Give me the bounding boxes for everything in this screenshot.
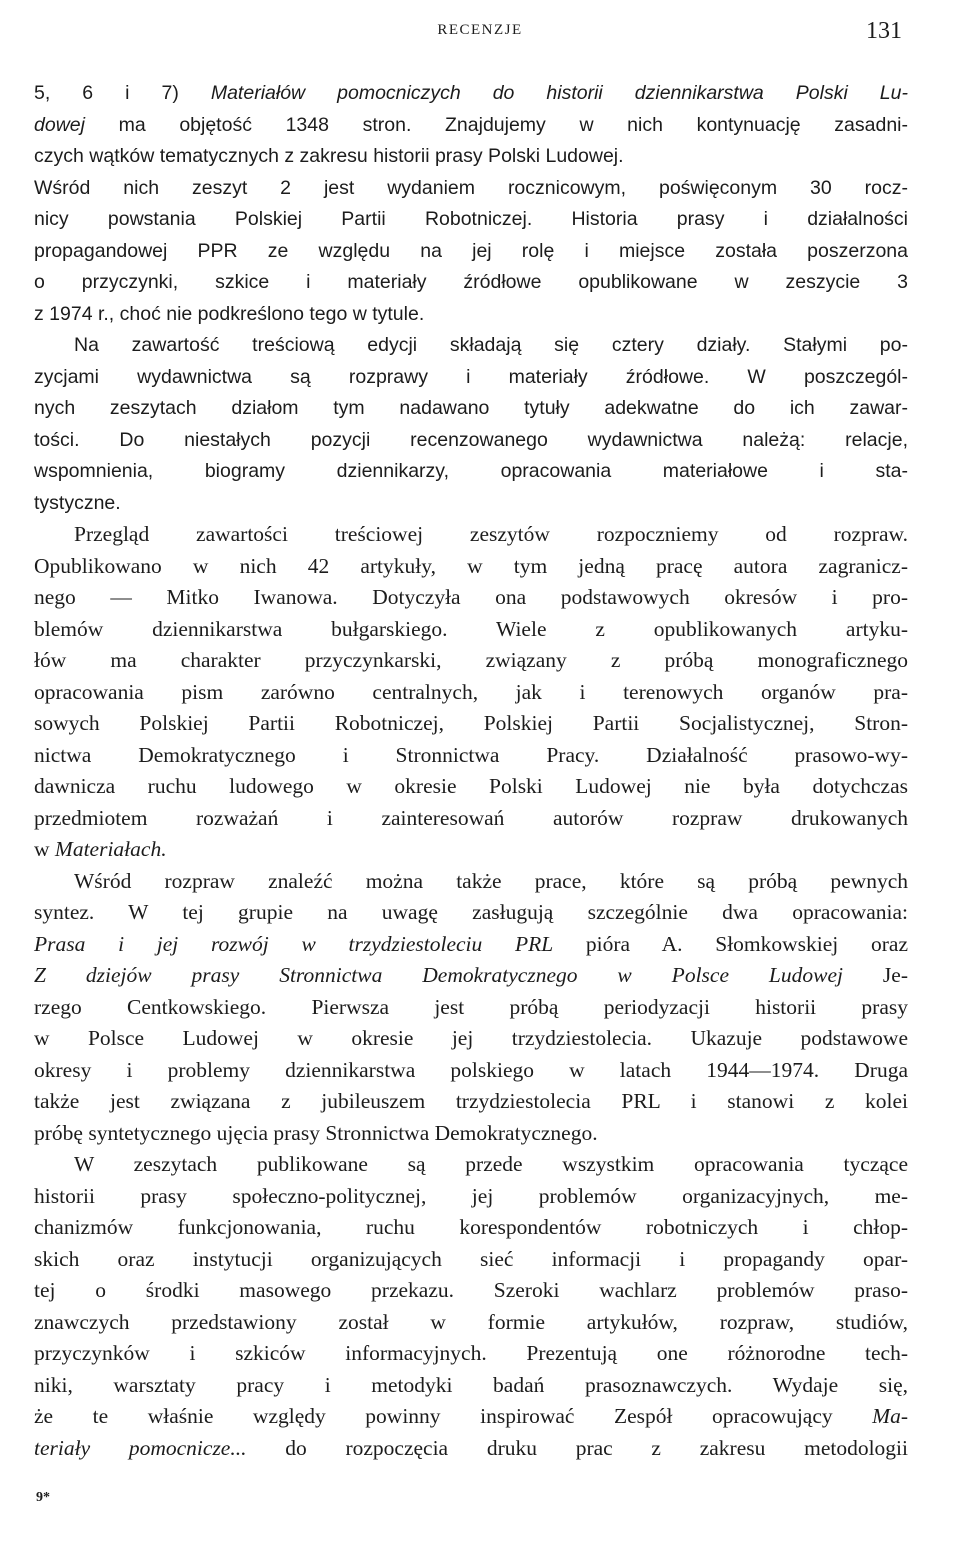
text-segment: próbę syntetycznego ujęcia prasy Stronnictwa Demokratycznego. [34, 1120, 598, 1145]
text-segment: wspomnienia, biogramy dziennikarzy, opracowania materiałowe i sta- [34, 460, 908, 482]
text-line [34, 78, 908, 110]
text-line [34, 1433, 908, 1465]
text-line [34, 173, 908, 205]
text-segment: do rozpoczęcia druku prac z zakresu metodologii [246, 1435, 908, 1460]
text-line [34, 236, 908, 268]
text-line [34, 708, 908, 740]
text-line [34, 1118, 908, 1150]
text-segment: o przyczynki, szkice i materiały źródłowe opublikowane w zeszycie 3 [34, 271, 908, 293]
text-segment: znawczych przedstawiony został w formie artykułów, rozpraw, studiów, [34, 1309, 908, 1334]
text-segment: w [34, 837, 55, 861]
text-segment: W zeszytach publikowane są przede wszystkim opracowania tyczące [74, 1152, 908, 1176]
text-line [34, 488, 908, 520]
text-segment: zycjami wydawnictwa są rozprawy i materiały źródłowe. W poszczegól- [34, 365, 908, 388]
text-segment: historii prasy społeczno-politycznej, jej problemów organizacyjnych, me- [34, 1183, 908, 1208]
text-line [34, 393, 908, 425]
text-segment: w Polsce Ludowej w okresie jej trzydziestolecia. Ukazuje podstawowe [34, 1026, 908, 1050]
text-segment: rzego Centkowskiego. Pierwsza jest próbą periodyzacji historii prasy [34, 994, 908, 1019]
text-line [34, 362, 908, 394]
text-segment: dawnicza ruchu ludowego w okresie Polski Ludowej nie była dotychczas [34, 774, 908, 798]
text-segment: Wśród rozpraw znaleźć można także prace, które są próbą pewnych [74, 868, 908, 893]
text-line [34, 992, 908, 1024]
text-segment: chanizmów funkcjonowania, ruchu korespondentów robotniczych i chłop- [34, 1215, 908, 1239]
text-segment: opracowania pism zarówno centralnych, jak i terenowych organów pra- [34, 679, 908, 704]
text-line [34, 897, 908, 929]
text-line [34, 1307, 908, 1339]
text-line [34, 929, 908, 961]
text-line [34, 519, 908, 551]
signature-mark: 9* [36, 1490, 50, 1505]
text-line [34, 1086, 908, 1118]
text-line [34, 1212, 908, 1244]
text-segment: z 1974 r., choć nie podkreślono tego w tytule. [34, 302, 425, 325]
text-line [34, 551, 908, 583]
text-segment: Opublikowano w nich 42 artykuły, w tym jedną pracę autora zagranicz- [34, 553, 908, 578]
text-segment: nego — Mitko Iwanowa. Dotyczyła ona podstawowych okresów i pro- [34, 585, 908, 609]
text-line [34, 1023, 908, 1055]
text-segment: przyczynków i szkiców informacyjnych. Prezentują one różnorodne tech- [34, 1341, 908, 1365]
text-segment: Przegląd zawartości treściowej zeszytów rozpoczniemy od rozpraw. [74, 522, 908, 546]
text-line [34, 740, 908, 772]
italic-text-segment: Materiałów pomocniczych do historii dziennikarstwa Polski Lu- [210, 82, 908, 104]
text-segment: ma objętość 1348 stron. Znajdujemy w nich kontynuację zasadni- [84, 113, 908, 136]
text-segment: tości. Do niestałych pozycji recenzowanego wydawnictwa należą: relacje, [34, 428, 908, 451]
text-segment: propagandowej PPR ze względu na jej rolę i miejsce została poszerzona [34, 239, 908, 262]
text-segment: nicy powstania Polskiej Partii Robotniczej. Historia prasy i działalności [34, 208, 908, 230]
text-line [34, 1181, 908, 1213]
text-segment: pióra A. Słomkowskiej oraz [553, 931, 908, 956]
text-line [34, 141, 908, 173]
text-segment: łów ma charakter przyczynkarski, związany z próbą monograficznego [34, 648, 908, 672]
text-segment: Je- [842, 963, 908, 987]
text-line [34, 204, 908, 236]
text-line [34, 960, 908, 992]
text-line [34, 110, 908, 142]
text-segment: Na zawartość treściową edycji składają się cztery działy. Stałymi po- [74, 334, 908, 356]
text-segment: że te właśnie względy powinny inspirować Zespół opracowujący [34, 1404, 873, 1428]
text-line [34, 1275, 908, 1307]
text-line [34, 1149, 908, 1181]
text-line [34, 1338, 908, 1370]
text-line [34, 677, 908, 709]
italic-text-segment: Materiałach. [54, 837, 167, 861]
text-line [34, 456, 908, 488]
text-segment: 5, 6 i 7) [34, 82, 211, 104]
text-line [34, 582, 908, 614]
text-segment: nych zeszytach działom tym nadawano tytuły adekwatne do ich zawar- [34, 397, 908, 419]
text-segment: niki, warsztaty pracy i metodyki badań prasoznawczych. Wydaje się, [34, 1372, 908, 1397]
text-line [34, 1370, 908, 1402]
body-text [34, 78, 908, 1464]
text-segment: Wśród nich zeszyt 2 jest wydaniem rocznicowym, poświęconym 30 rocz- [34, 176, 908, 199]
running-header: RECENZJE [437, 22, 523, 38]
text-line [34, 771, 908, 803]
text-line [34, 614, 908, 646]
text-line [34, 1244, 908, 1276]
text-segment: sowych Polskiej Partii Robotniczej, Polskiej Partii Socjalistycznej, Stron- [34, 711, 908, 735]
italic-text-segment: dowej [34, 113, 85, 136]
text-line [34, 1401, 908, 1433]
text-segment: tej o środki masowego przekazu. Szeroki wachlarz problemów praso- [34, 1278, 908, 1302]
italic-text-segment: Ma- [872, 1404, 908, 1428]
text-segment: tystyczne. [34, 491, 121, 514]
italic-text-segment: Z dziejów prasy Stronnictwa Demokratycznego w Polsce Ludowej [34, 963, 843, 987]
text-line [34, 834, 908, 866]
text-line [34, 299, 908, 331]
text-line [34, 1055, 908, 1087]
text-line [34, 866, 908, 898]
italic-text-segment: teriały pomocnicze... [34, 1435, 247, 1460]
text-line [34, 267, 908, 299]
text-line [34, 645, 908, 677]
text-segment: przedmiotem rozważań i zainteresowań autorów rozpraw drukowanych [34, 805, 908, 830]
text-segment: czych wątków tematycznych z zakresu historii prasy Polski Ludowej. [34, 145, 624, 167]
text-segment: skich oraz instytucji organizujących sieć informacji i propagandy opar- [34, 1246, 908, 1271]
text-segment: syntez. W tej grupie na uwagę zasługują szczególnie dwa opracowania: [34, 900, 908, 924]
page-number: 131 [866, 18, 902, 44]
text-segment: nictwa Demokratycznego i Stronnictwa Pracy. Działalność prasowo-wy- [34, 742, 908, 767]
text-line [34, 425, 908, 457]
text-segment: także jest związana z jubileuszem trzydziestolecia PRL i stanowi z kolei [34, 1089, 908, 1113]
italic-text-segment: Prasa i jej rozwój w trzydziestoleciu PRL [34, 931, 554, 956]
text-line [34, 330, 908, 362]
text-segment: okresy i problemy dziennikarstwa polskiego w latach 1944—1974. Druga [34, 1057, 908, 1082]
text-segment: blemów dziennikarstwa bułgarskiego. Wiele z opublikowanych artyku- [34, 616, 908, 641]
text-line [34, 803, 908, 835]
